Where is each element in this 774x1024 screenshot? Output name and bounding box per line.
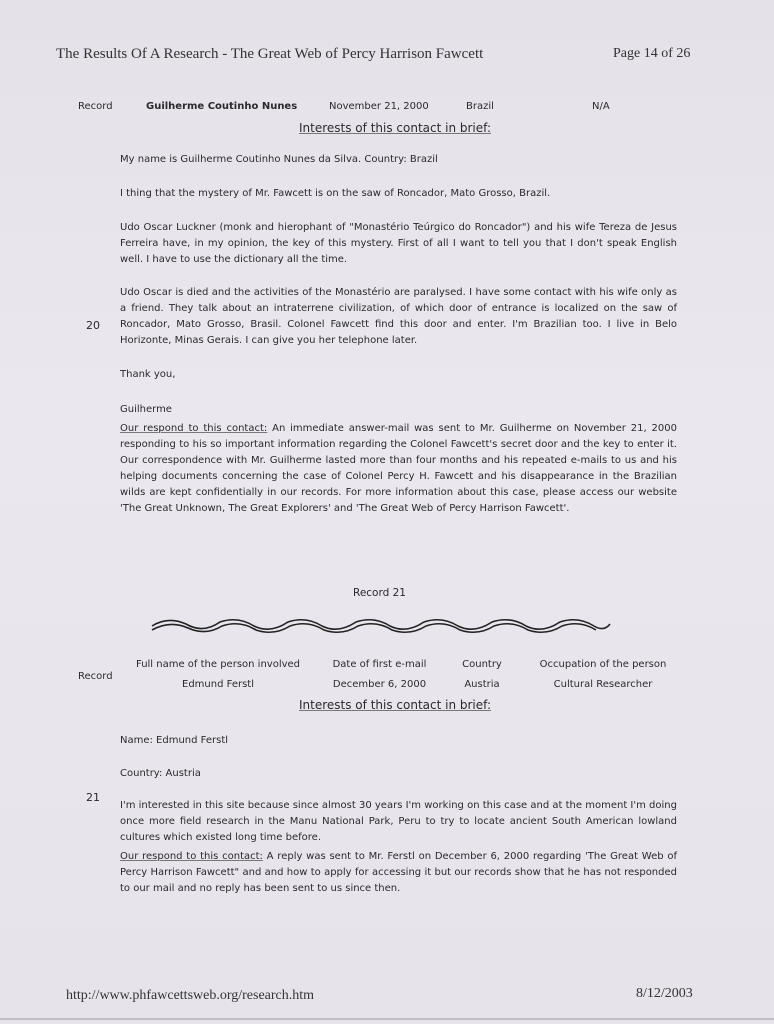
respond-paragraph	[120, 421, 677, 517]
paragraph: Country: Austria	[120, 768, 201, 779]
record-occupation: Cultural Researcher	[553, 679, 653, 690]
paragraph: I thing that the mystery of Mr. Fawcett is on the saw of Roncador, Mato Grosso, Brazil.	[120, 188, 551, 199]
respond-text: A reply was sent to Mr. Ferstl on December 6, 2000 regarding 'The Great Web of Percy Harrison Fawcett" and and how to apply for accessing it but our records show that he has not responded to our mail and no reply has been sent to us since then.	[120, 851, 677, 894]
interests-heading: Interests of this contact in brief:	[299, 121, 491, 135]
respond-paragraph	[120, 849, 677, 897]
page-number: Page 14 of 26	[613, 46, 691, 61]
interests-heading: Interests of this contact in brief:	[299, 698, 491, 712]
record-number: 21	[86, 791, 100, 804]
record-country: Brazil	[466, 101, 494, 112]
record-country: Austria	[464, 679, 500, 690]
paragraph: Udo Oscar Luckner (monk and hierophant of "Monastério Teúrgico do Roncador") and his wife Tereza de Jesus Ferreira have, in my opinion, the key of this mystery. First of all I want to tell you that I don't speak English well. I have to use the dictionary all the time.	[120, 222, 677, 265]
record-title: Record 21	[353, 587, 406, 599]
column-header-date: Date of first e-mail	[332, 659, 427, 670]
record-number: 20	[86, 319, 100, 332]
paragraph: Name: Edmund Ferstl	[120, 735, 229, 746]
record-name: Edmund Ferstl	[182, 679, 254, 690]
respond-label: Our respond to this contact:	[120, 851, 263, 862]
paragraph: Guilherme	[120, 404, 172, 415]
paragraph: I'm interested in this site because since almost 30 years I'm working on this case and at the moment I'm doing once more field research in the Manu National Park, Peru to try to locate ancient South American lowland cultures which existed long time before.	[120, 800, 677, 843]
record-label: Record	[78, 101, 113, 112]
record-occupation: N/A	[592, 101, 610, 112]
paragraph: Udo Oscar is died and the activities of the Monastério are paralysed. I have some contact with his wife only as a friend. They talk about an intraterrene civilization, of which door of entrance is localized on the saw of Roncador, Mato Grosso, Brasil. Colonel Fawcett find this door and enter. I'm Brazilian too. I live in Belo Horizonte, Minas Gerais. I can give you her telephone later.	[120, 287, 677, 346]
column-header-country: Country	[462, 659, 502, 670]
scan-edge	[0, 1018, 774, 1020]
paragraph: My name is Guilherme Coutinho Nunes da Silva. Country: Brazil	[120, 154, 438, 165]
column-header-occupation: Occupation of the person	[539, 659, 667, 670]
footer-date: 8/12/2003	[636, 986, 693, 1001]
decorative-ornament-divider	[148, 614, 614, 636]
respond-label: Our respond to this contact:	[120, 423, 268, 434]
column-header-name: Full name of the person involved	[135, 659, 301, 670]
record-label: Record	[78, 671, 113, 682]
footer-url: http://www.phfawcettsweb.org/research.htm	[66, 988, 315, 1003]
respond-text: An immediate answer-mail was sent to Mr. Guilherme on November 21, 2000 responding to his so important information regarding the Colonel Fawcett's secret door and the key to enter it. Our correspondence with Mr. Guilherme lasted more than four months and his repeated e-mails to us and his helping documents concerning the case of Colonel Percy H. Fawcett and his disappearance in the Brazilian wilds are kept confidentially in our records. For more information about this case, please access our website 'The Great Unknown, The Great Explorers' and 'The Great Web of Percy Harrison Fawcett'.	[120, 423, 677, 514]
page-header-title: The Results Of A Research - The Great Web of Percy Harrison Fawcett	[56, 46, 484, 62]
record-date: November 21, 2000	[329, 101, 429, 112]
record-date: December 6, 2000	[332, 679, 427, 690]
record-name: Guilherme Coutinho Nunes	[146, 101, 298, 112]
paragraph: Thank you,	[120, 369, 176, 380]
